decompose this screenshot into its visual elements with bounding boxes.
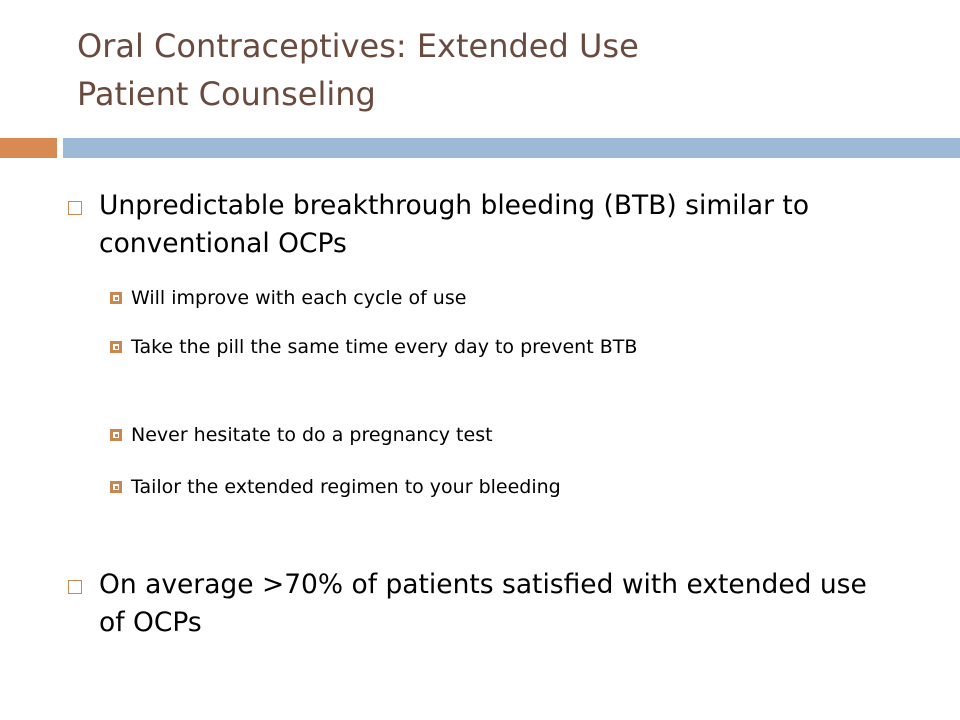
- bullet-item: [68, 566, 888, 642]
- sub-bullet-text: Tailor the extended regimen to your bleeding: [131, 476, 561, 498]
- hollow-square-bullet-icon: [68, 201, 82, 215]
- bullet-item: [68, 187, 888, 263]
- hollow-square-bullet-icon: [68, 580, 82, 594]
- square-bullet-icon: [110, 341, 122, 353]
- sub-bullet-text: Will improve with each cycle of use: [131, 287, 467, 309]
- sub-bullet-item: [110, 284, 870, 313]
- sub-bullet-item: [110, 421, 870, 450]
- sub-bullet-text: Never hesitate to do a pregnancy test: [131, 424, 493, 446]
- square-bullet-icon: [110, 292, 122, 304]
- title-line-1: Oral Contraceptives: Extended Use: [77, 27, 639, 65]
- sub-bullet-text: Take the pill the same time every day to prevent BTB: [131, 336, 638, 358]
- title-line-2: Patient Counseling: [77, 75, 376, 113]
- sub-bullet-item: [110, 473, 870, 502]
- square-bullet-icon: [110, 429, 122, 441]
- bullet-text: Unpredictable breakthrough bleeding (BTB) similar to conventional OCPs: [99, 190, 810, 259]
- sub-bullet-item: [110, 333, 870, 362]
- bullet-text: On average >70% of patients satisfied with extended use of OCPs: [99, 569, 867, 638]
- square-bullet-icon: [110, 481, 122, 493]
